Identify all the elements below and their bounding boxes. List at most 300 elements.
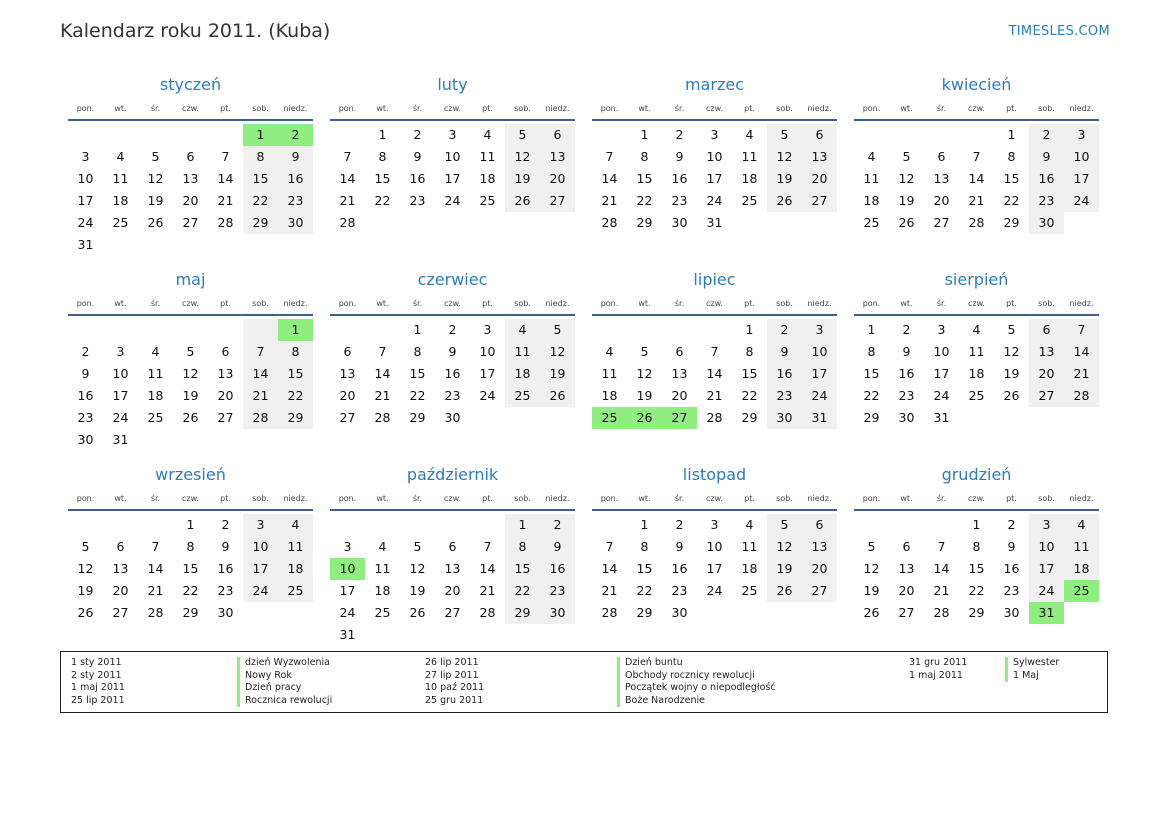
weekend-day-cell: 9 (278, 146, 313, 168)
weekend-day-cell: 26 (540, 385, 575, 407)
week-row (854, 341, 1099, 363)
week-row (68, 212, 313, 234)
weekday-label: wt. (376, 493, 389, 503)
weekend-day-cell: 4 (1064, 514, 1099, 536)
weekday-label: pon. (862, 103, 881, 113)
empty-day-cell (243, 429, 278, 451)
day-cell: 9 (675, 539, 684, 554)
day-cell: 20 (898, 583, 915, 598)
day-cell: 14 (706, 366, 723, 381)
day-cell: 16 (1003, 561, 1020, 576)
empty-day-cell (173, 319, 208, 341)
day-cell: 25 (863, 215, 880, 230)
day-cell: 22 (968, 583, 985, 598)
weekday-label: niedz. (807, 298, 832, 308)
month-divider (854, 509, 1099, 511)
day-cell: 17 (706, 171, 723, 186)
month-weeks (68, 124, 313, 256)
day-cell: 3 (710, 127, 719, 142)
weekday-label: wt. (114, 103, 127, 113)
month-name: marzec (684, 75, 744, 94)
weekend-day-cell: 25 (505, 385, 540, 407)
weekend-day-cell: 17 (1064, 168, 1099, 190)
empty-day-cell (278, 602, 313, 624)
week-row (854, 212, 1099, 234)
day-cell: 21 (933, 583, 950, 598)
empty-day-cell (732, 212, 767, 234)
empty-day-cell (208, 429, 243, 451)
weekday-label: pon. (338, 493, 357, 503)
weekend-day-cell: 27 (802, 190, 837, 212)
day-cell: 8 (1007, 149, 1016, 164)
day-cell: 7 (151, 539, 160, 554)
weekday-label: niedz. (1069, 298, 1094, 308)
day-cell: 25 (112, 215, 129, 230)
week-row (592, 407, 837, 429)
day-cell: 10 (933, 344, 950, 359)
week-row (854, 319, 1099, 341)
month-name: wrzesień (155, 465, 226, 484)
week-row (330, 536, 575, 558)
weekend-day-cell: 17 (802, 363, 837, 385)
day-cell: 14 (601, 171, 618, 186)
day-cell: 7 (937, 539, 946, 554)
weekday-label: pon. (76, 493, 95, 503)
weekday-label: wt. (114, 493, 127, 503)
week-row (592, 363, 837, 385)
weekend-day-cell: 29 (505, 602, 540, 624)
day-cell: 31 (933, 410, 950, 425)
day-cell: 5 (81, 539, 90, 554)
month-name: maj (175, 270, 206, 289)
weekday-label: sob. (514, 103, 531, 113)
week-row (330, 124, 575, 146)
day-cell: 25 (374, 605, 391, 620)
day-cell: 9 (413, 149, 422, 164)
weekday-label: sob. (514, 298, 531, 308)
weekend-day-cell: 16 (278, 168, 313, 190)
month-calendar (592, 73, 837, 268)
day-cell: 30 (671, 215, 688, 230)
day-cell: 25 (479, 193, 496, 208)
day-cell: 15 (741, 366, 758, 381)
empty-day-cell (732, 602, 767, 624)
day-cell: 18 (601, 388, 618, 403)
day-cell: 4 (151, 344, 160, 359)
holiday-date: 1 maj 2011 (909, 669, 963, 681)
month-weeks (592, 124, 837, 234)
weekend-day-cell: 5 (505, 124, 540, 146)
day-cell: 4 (605, 344, 614, 359)
weekend-day-cell: 10 (1064, 146, 1099, 168)
week-row (330, 580, 575, 602)
day-cell: 19 (409, 583, 426, 598)
day-cell: 13 (898, 561, 915, 576)
weekday-label: niedz. (807, 103, 832, 113)
day-cell: 3 (937, 322, 946, 337)
day-cell: 10 (112, 366, 129, 381)
day-cell: 19 (636, 388, 653, 403)
empty-day-cell (208, 124, 243, 146)
weekend-day-cell: 31 (802, 407, 837, 429)
month-weeks (330, 319, 575, 429)
day-cell: 16 (444, 366, 461, 381)
day-cell: 27 (898, 605, 915, 620)
holiday-date: 31 gru 2011 (909, 657, 968, 668)
day-cell: 10 (479, 344, 496, 359)
day-cell: 13 (217, 366, 234, 381)
day-cell: 29 (636, 605, 653, 620)
holiday-day-cell: 31 (1029, 602, 1064, 624)
holiday-name: Sylwester (1005, 657, 1059, 670)
weekday-label: pon. (76, 103, 95, 113)
weekday-label: pt. (220, 493, 231, 503)
empty-day-cell (208, 234, 243, 256)
weekend-day-cell: 3 (243, 514, 278, 536)
day-cell: 11 (601, 366, 618, 381)
day-cell: 5 (640, 344, 649, 359)
weekend-day-cell: 9 (1029, 146, 1064, 168)
empty-day-cell (959, 407, 994, 429)
empty-day-cell (802, 212, 837, 234)
day-cell: 28 (147, 605, 164, 620)
week-row (592, 341, 837, 363)
day-cell: 14 (933, 561, 950, 576)
weekend-day-cell: 18 (278, 558, 313, 580)
day-cell: 14 (147, 561, 164, 576)
day-cell: 16 (217, 561, 234, 576)
day-cell: 22 (182, 583, 199, 598)
weekday-label: pt. (220, 103, 231, 113)
day-cell: 19 (1003, 366, 1020, 381)
day-cell: 1 (640, 517, 649, 532)
day-cell: 19 (77, 583, 94, 598)
weekend-day-cell: 26 (505, 190, 540, 212)
weekend-day-cell: 17 (243, 558, 278, 580)
weekday-label: śr. (412, 103, 423, 113)
week-row (68, 514, 313, 536)
weekend-day-cell: 15 (505, 558, 540, 580)
empty-day-cell (505, 212, 540, 234)
day-cell: 9 (81, 366, 90, 381)
month-divider (592, 509, 837, 511)
weekday-label: czw. (444, 493, 461, 503)
month-calendar (592, 463, 837, 658)
day-cell: 30 (671, 605, 688, 620)
holiday-date: 2 sty 2011 (71, 669, 122, 681)
weekday-label: czw. (968, 493, 985, 503)
weekend-day-cell: 27 (540, 190, 575, 212)
month-calendar (854, 268, 1099, 463)
weekday-label: sob. (776, 103, 793, 113)
day-cell: 22 (636, 193, 653, 208)
day-cell: 23 (77, 410, 94, 425)
day-cell: 28 (339, 215, 356, 230)
week-row (330, 168, 575, 190)
months-grid (68, 73, 1099, 658)
week-row (330, 602, 575, 624)
day-cell: 6 (902, 539, 911, 554)
month-name: sierpień (944, 270, 1009, 289)
weekend-day-cell: 20 (802, 558, 837, 580)
weekday-label: sob. (776, 298, 793, 308)
weekend-day-cell: 13 (802, 146, 837, 168)
holiday-day-cell: 26 (627, 407, 662, 429)
weekend-day-cell: 26 (767, 190, 802, 212)
day-cell: 29 (741, 410, 758, 425)
day-cell: 15 (409, 366, 426, 381)
day-cell: 1 (867, 322, 876, 337)
empty-day-cell (138, 234, 173, 256)
day-cell: 10 (444, 149, 461, 164)
day-cell: 12 (77, 561, 94, 576)
day-cell: 2 (221, 517, 230, 532)
day-cell: 18 (968, 366, 985, 381)
day-cell: 11 (863, 171, 880, 186)
empty-day-cell (854, 124, 889, 146)
empty-day-cell (173, 124, 208, 146)
day-cell: 28 (479, 605, 496, 620)
week-row (68, 341, 313, 363)
day-cell: 22 (863, 388, 880, 403)
empty-day-cell (627, 319, 662, 341)
day-cell: 28 (601, 215, 618, 230)
weekend-day-cell: 15 (243, 168, 278, 190)
week-row (330, 190, 575, 212)
day-cell: 4 (867, 149, 876, 164)
day-cell: 17 (112, 388, 129, 403)
weekday-label: wt. (638, 493, 651, 503)
weekend-day-cell: 21 (243, 385, 278, 407)
day-cell: 24 (933, 388, 950, 403)
weekend-day-cell: 10 (802, 341, 837, 363)
day-cell: 10 (706, 539, 723, 554)
day-cell: 18 (374, 583, 391, 598)
week-row (854, 536, 1099, 558)
month-divider (592, 314, 837, 316)
day-cell: 4 (745, 517, 754, 532)
day-cell: 28 (601, 605, 618, 620)
day-cell: 5 (867, 539, 876, 554)
day-cell: 14 (479, 561, 496, 576)
month-weeks (854, 514, 1099, 624)
weekday-label: śr. (936, 103, 947, 113)
weekend-day-cell: 14 (1064, 341, 1099, 363)
day-cell: 21 (706, 388, 723, 403)
month-weeks (592, 319, 837, 429)
weekend-day-cell: 3 (1029, 514, 1064, 536)
weekend-day-cell: 23 (540, 580, 575, 602)
day-cell: 7 (221, 149, 230, 164)
day-cell: 2 (413, 127, 422, 142)
weekday-label: czw. (706, 103, 723, 113)
day-cell: 17 (339, 583, 356, 598)
weekday-label: niedz. (283, 298, 308, 308)
day-cell: 30 (217, 605, 234, 620)
week-row (854, 168, 1099, 190)
weekday-label: pt. (1006, 493, 1017, 503)
day-cell: 8 (413, 344, 422, 359)
weekday-label: wt. (638, 298, 651, 308)
holiday-name: Dzień buntu (617, 657, 683, 670)
weekend-day-cell: 26 (767, 580, 802, 602)
weekday-header (854, 97, 1099, 119)
month-weeks (592, 514, 837, 624)
day-cell: 18 (147, 388, 164, 403)
day-cell: 19 (147, 193, 164, 208)
day-cell: 8 (640, 539, 649, 554)
weekend-day-cell: 27 (1029, 385, 1064, 407)
day-cell: 2 (675, 517, 684, 532)
empty-day-cell (662, 319, 697, 341)
day-cell: 31 (339, 627, 356, 642)
legend-row (425, 682, 776, 695)
weekend-day-cell: 12 (505, 146, 540, 168)
weekend-day-cell: 21 (1064, 363, 1099, 385)
empty-day-cell (103, 514, 138, 536)
empty-day-cell (540, 407, 575, 429)
day-cell: 26 (1003, 388, 1020, 403)
day-cell: 11 (479, 149, 496, 164)
weekend-day-cell: 1 (505, 514, 540, 536)
empty-day-cell (540, 624, 575, 646)
weekend-day-cell: 16 (767, 363, 802, 385)
weekday-label: wt. (376, 103, 389, 113)
empty-day-cell (470, 212, 505, 234)
week-row (68, 168, 313, 190)
week-row (68, 429, 313, 451)
day-cell: 30 (77, 432, 94, 447)
holiday-name: dzień Wyzwolenia (237, 657, 330, 670)
empty-day-cell (138, 319, 173, 341)
day-cell: 24 (339, 605, 356, 620)
empty-day-cell (854, 514, 889, 536)
weekday-label: śr. (412, 493, 423, 503)
weekday-label: czw. (706, 493, 723, 503)
empty-day-cell (767, 602, 802, 624)
month-weeks (330, 124, 575, 234)
day-cell: 3 (81, 149, 90, 164)
empty-day-cell (470, 514, 505, 536)
empty-day-cell (103, 319, 138, 341)
weekday-label: sob. (1038, 103, 1055, 113)
week-row (330, 146, 575, 168)
week-row (330, 407, 575, 429)
weekend-day-cell: 22 (243, 190, 278, 212)
weekend-day-cell: 30 (540, 602, 575, 624)
day-cell: 20 (933, 193, 950, 208)
week-row (854, 146, 1099, 168)
day-cell: 4 (378, 539, 387, 554)
weekday-label: wt. (900, 493, 913, 503)
weekend-day-cell: 16 (540, 558, 575, 580)
day-cell: 14 (374, 366, 391, 381)
empty-day-cell (278, 234, 313, 256)
day-cell: 18 (112, 193, 129, 208)
empty-day-cell (435, 514, 470, 536)
day-cell: 7 (483, 539, 492, 554)
weekday-label: niedz. (1069, 103, 1094, 113)
day-cell: 27 (444, 605, 461, 620)
weekday-label: wt. (114, 298, 127, 308)
week-row (592, 514, 837, 536)
week-row (330, 385, 575, 407)
empty-day-cell (540, 212, 575, 234)
week-row (68, 536, 313, 558)
day-cell: 16 (671, 171, 688, 186)
weekend-day-cell: 27 (802, 580, 837, 602)
empty-day-cell (435, 212, 470, 234)
day-cell: 12 (863, 561, 880, 576)
day-cell: 24 (706, 583, 723, 598)
weekday-label: niedz. (283, 493, 308, 503)
holiday-day-cell: 25 (592, 407, 627, 429)
weekday-label: śr. (150, 103, 161, 113)
weekday-label: wt. (900, 298, 913, 308)
weekend-day-cell: 23 (1029, 190, 1064, 212)
week-row (68, 407, 313, 429)
weekend-day-cell: 24 (1064, 190, 1099, 212)
site-link[interactable]: TIMESLES.COM (1008, 24, 1110, 39)
day-cell: 6 (343, 344, 352, 359)
day-cell: 23 (217, 583, 234, 598)
week-row (854, 580, 1099, 602)
day-cell: 15 (182, 561, 199, 576)
day-cell: 30 (444, 410, 461, 425)
day-cell: 9 (221, 539, 230, 554)
weekday-label: sob. (252, 103, 269, 113)
empty-day-cell (889, 514, 924, 536)
day-cell: 9 (448, 344, 457, 359)
day-cell: 31 (112, 432, 129, 447)
holiday-name: Dzień pracy (237, 682, 301, 695)
day-cell: 6 (221, 344, 230, 359)
week-row (592, 536, 837, 558)
day-cell: 6 (937, 149, 946, 164)
month-weeks (68, 319, 313, 451)
weekend-day-cell: 5 (767, 124, 802, 146)
day-cell: 15 (863, 366, 880, 381)
day-cell: 4 (116, 149, 125, 164)
day-cell: 29 (636, 215, 653, 230)
legend-row (71, 694, 333, 708)
weekend-day-cell: 23 (278, 190, 313, 212)
month-divider (68, 509, 313, 511)
day-cell: 14 (217, 171, 234, 186)
legend-column (71, 657, 333, 707)
day-cell: 29 (968, 605, 985, 620)
legend-row (71, 657, 330, 670)
day-cell: 19 (898, 193, 915, 208)
month-name: czerwiec (417, 270, 488, 289)
week-row (854, 124, 1099, 146)
legend-row (71, 669, 292, 683)
month-name: październik (406, 465, 499, 484)
day-cell: 22 (636, 583, 653, 598)
empty-day-cell (243, 319, 278, 341)
weekend-day-cell: 4 (278, 514, 313, 536)
empty-day-cell (68, 514, 103, 536)
empty-day-cell (330, 319, 365, 341)
day-cell: 16 (77, 388, 94, 403)
week-row (68, 146, 313, 168)
day-cell: 4 (972, 322, 981, 337)
day-cell: 5 (186, 344, 195, 359)
month-name: grudzień (941, 465, 1012, 484)
weekday-label: pon. (600, 103, 619, 113)
week-row (592, 319, 837, 341)
weekday-label: pt. (482, 298, 493, 308)
